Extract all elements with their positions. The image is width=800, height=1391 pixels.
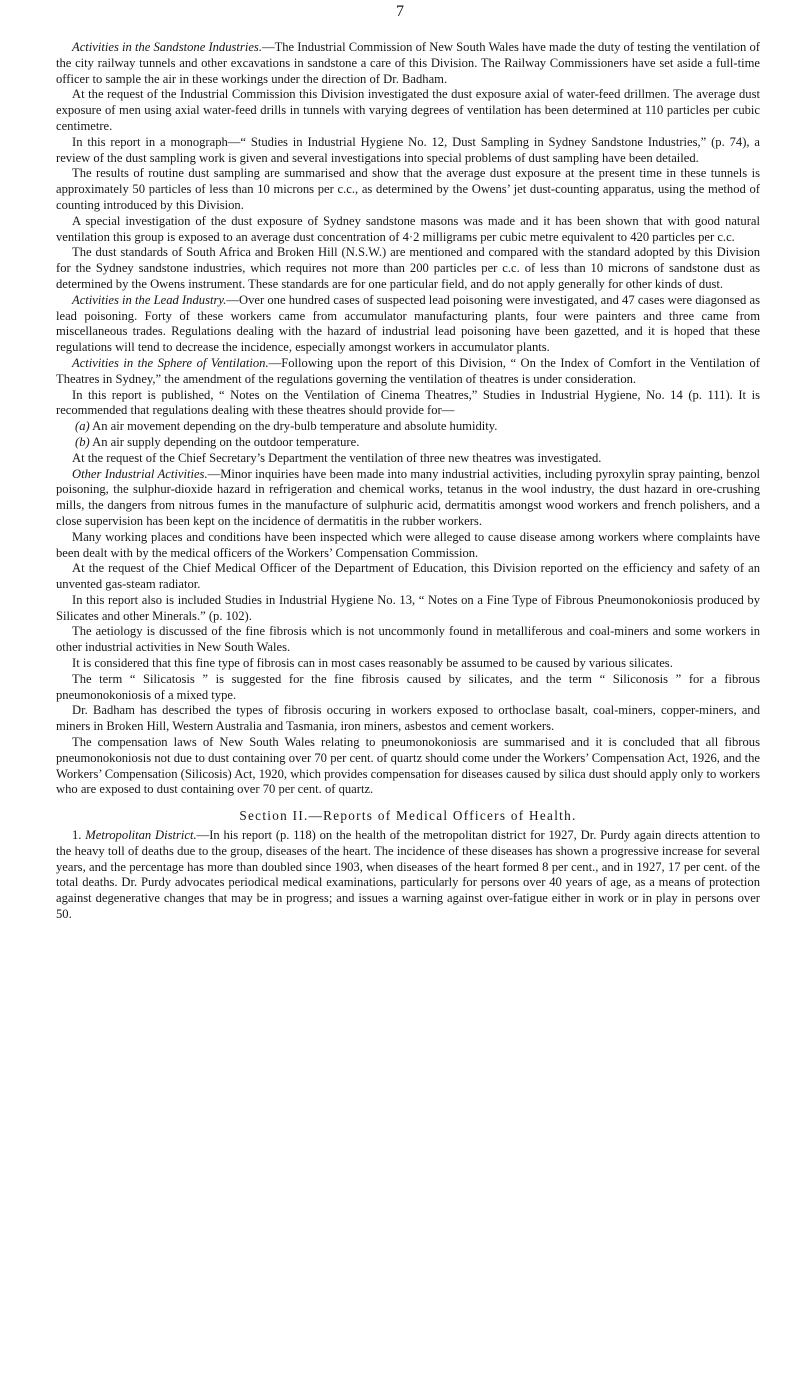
paragraph-heading: Activities in the Lead Industry.	[72, 292, 227, 307]
paragraph-text: —The Industrial Commission of New South Wales have made the duty of testing the ventilation of the city railway tunnels and other excavations in sandstone a care of this Division. The Railway Commissioners have set aside a full-time officer to sample the air in these workings under the direction of Dr. Badham.	[56, 40, 760, 86]
paragraph	[56, 166, 760, 213]
paragraph	[56, 624, 760, 656]
list-item-text: An air supply depending on the outdoor temperature.	[89, 434, 360, 449]
paragraph-text: The term “ Silicatosis ” is suggested for the fine fibrosis caused by silicates, and the term “ Siliconosis ” for a fibrous pneumonokoniosis of a mixed type.	[56, 671, 760, 702]
paragraph-text: In this report is published, “ Notes on the Ventilation of Cinema Theatres,” Studies in Industrial Hygiene, No. 14 (p. 111). It is recommended that regulations dealing with these theatres should provide for—	[56, 387, 760, 418]
paragraph-text: Many working places and conditions have been inspected which were alleged to cause disease among workers where complaints have been dealt with by the medical officers of the Workers’ Compensation Commission.	[56, 529, 760, 560]
paragraph-text: —In his report (p. 118) on the health of the metropolitan district for 1927, Dr. Purdy again directs attention to the heavy toll of deaths due to the group, diseases of the heart. The incidence of these diseases has shown a progressive increase for several years, and the percentage has more than doubled since 1903, when diseases of the heart formed 8 per cent., and in 1927, 17 per cent. of the total deaths. Dr. Purdy advocates periodical medical examinations, particularly for persons over 40 years of age, as a means of protection against degenerative changes that may be in progress; and issues a warning against over-fatigue either in work or in play in persons over 50.	[56, 828, 761, 922]
paragraph-text: The results of routine dust sampling are summarised and show that the average dust exposure at the present time in these tunnels is approximately 50 particles of less than 10 microns per c.c., as determined by the Owens’ jet dust-counting apparatus, using the method of counting introduced by this Division.	[56, 166, 760, 212]
paragraph-text: It is considered that this fine type of fibrosis can in most cases reasonably be assumed to be caused by various silicates.	[72, 656, 673, 671]
paragraph	[56, 593, 760, 625]
paragraph	[56, 467, 760, 530]
paragraph	[56, 828, 760, 923]
section-heading: Section II.—Reports of Medical Officers of Health.	[239, 808, 577, 824]
list-item	[56, 435, 760, 451]
paragraph	[56, 561, 760, 593]
list-item	[56, 419, 760, 435]
list-item-label: (a)	[75, 419, 90, 434]
paragraph-heading: Metropolitan District.	[85, 828, 197, 843]
paragraph-text: At the request of the Chief Secretary’s Department the ventilation of three new theatres was investigated.	[72, 450, 602, 465]
paragraph	[56, 656, 760, 672]
paragraph-text: At the request of the Industrial Commission this Division investigated the dust exposure axial of water-feed drillmen. The average dust exposure of men using axial water-feed drills in tunnels with varying degrees of ventilation has been determined at 110 particles per cubic centimetre.	[56, 87, 760, 133]
paragraph-text: The dust standards of South Africa and Broken Hill (N.S.W.) are mentioned and compared with the standard adopted by this Division for the Sydney sandstone industries, which requires not more than 200 particles per c.c. of less than 10 microns of sandstone dust as determined by the Owens instrument. These standards are for one particular field, and do not apply generally for other kinds of dust.	[56, 245, 760, 291]
paragraph	[56, 135, 760, 167]
page-number: 7	[396, 3, 404, 20]
document-body	[56, 40, 760, 923]
paragraph-text: In this report also is included Studies in Industrial Hygiene No. 13, “ Notes on a Fine Type of Fibrous Pneumonokoniosis produced by Silicates and other Minerals.” (p. 102).	[56, 592, 760, 623]
paragraph-text: In this report in a monograph—“ Studies in Industrial Hygiene No. 12, Dust Sampling in Sydney Sandstone Industries,” (p. 74), a review of the dust sampling work is given and several investigations into special problems of dust sampling have been detailed.	[56, 134, 760, 165]
paragraph	[56, 388, 760, 420]
paragraph	[56, 40, 760, 87]
paragraph	[56, 703, 760, 735]
paragraph-text: —Following upon the report of this Division, “ On the Index of Comfort in the Ventilation of Theatres in Sydney,” the amendment of the regulations governing the ventilation of theatres is under consideration.	[56, 355, 760, 386]
list-item-text: An air movement depending on the dry-bulb temperature and absolute humidity.	[89, 419, 498, 434]
paragraph-text: At the request of the Chief Medical Officer of the Department of Education, this Division reported on the efficiency and safety of an unvented gas-steam radiator.	[56, 561, 760, 592]
paragraph	[56, 672, 760, 704]
paragraph-text: The aetiology is discussed of the fine fibrosis which is not uncommonly found in metalliferous and coal-miners and some workers in other industrial activities in New South Wales.	[56, 624, 760, 655]
paragraph	[56, 245, 760, 292]
paragraph-text: A special investigation of the dust exposure of Sydney sandstone masons was made and it has been shown that with good natural ventilation this group is exposed to an average dust concentration of 4·2 milligrams per cubic metre equivalent to 420 particles per c.c.	[56, 213, 760, 244]
paragraph-heading: Activities in the Sandstone Industries.	[72, 40, 262, 54]
list-item-label: (b)	[75, 434, 90, 449]
paragraph-text: Dr. Badham has described the types of fibrosis occuring in workers exposed to orthoclase basalt, coal-miners, copper-miners, and miners in Broken Hill, Western Australia and Tasmania, iron miners, asbestos and cement workers.	[56, 703, 760, 734]
paragraph-text: —Over one hundred cases of suspected lead poisoning were investigated, and 47 cases were diagonsed as lead poisoning. Forty of these workers came from accumulator manufacturing plants, four were painters and three came from miscellaneous trades. Regulations dealing with the hazard of industrial lead poisoning have been gazetted, and it is hoped that these regulations will tend to decrease the incidence, especially amongst workers in accumulator plants.	[56, 292, 761, 355]
paragraph	[56, 214, 760, 246]
paragraph	[56, 735, 760, 798]
paragraph-number: 1.	[72, 828, 86, 843]
paragraph	[56, 451, 760, 467]
paragraph	[56, 87, 760, 134]
paragraph-heading: Other Industrial Activities.	[72, 466, 208, 481]
paragraph	[56, 293, 760, 356]
paragraph	[56, 356, 760, 388]
paragraph	[56, 530, 760, 562]
paragraph-heading: Activities in the Sphere of Ventilation.	[72, 355, 269, 370]
paragraph-text: —Minor inquiries have been made into many industrial activities, including pyroxylin spray painting, benzol poisoning, the sulphur-dioxide hazard in refrigeration and chemical works, tetanus in the wool industry, the dust hazard in ore-crushing mills, the dangers from nitrous fumes in the manufacture of sulphuric acid, dermatitis amongst wood workers and french polishers, and a close supervision has been kept on the incidence of dermatitis in the rubber workers.	[56, 466, 760, 528]
paragraph-text: The compensation laws of New South Wales relating to pneumonokoniosis are summarised and it is concluded that all fibrous pneumonokoniosis not due to dust containing over 70 per cent. of quartz should come under the Workers’ Compensation Act, 1926, and the Workers’ Compensation (Silicosis) Act, 1920, which provides compensation for diseases caused by silica dust should apply only to workers who are exposed to dust containing over 70 per cent. of quartz.	[56, 735, 760, 797]
